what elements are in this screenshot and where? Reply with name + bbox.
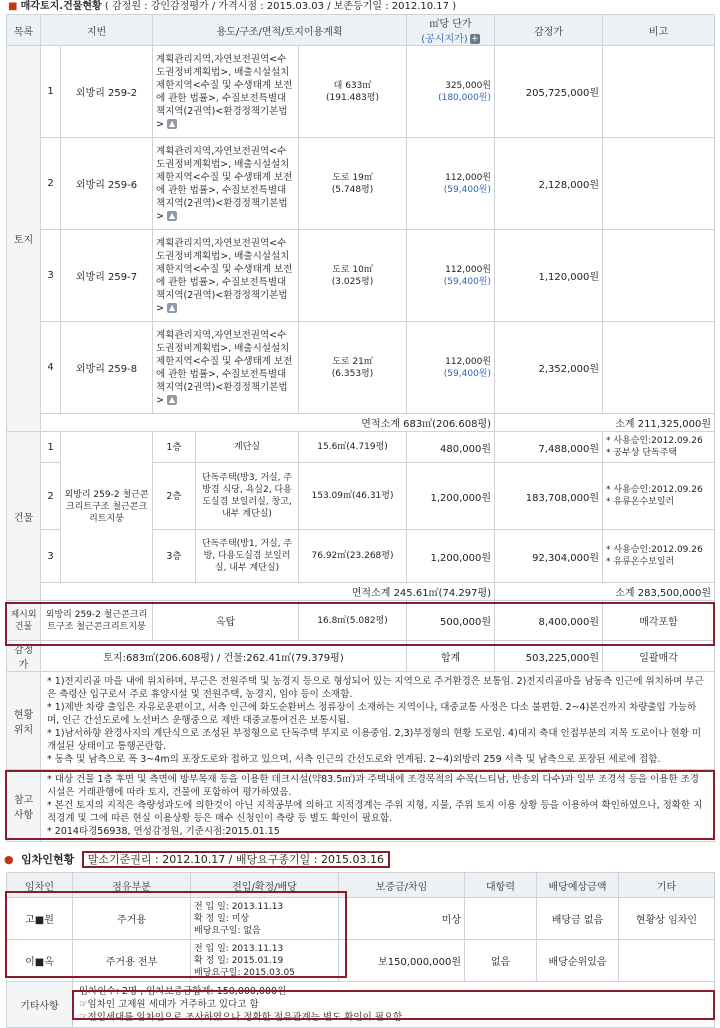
other: 현황상 임차인 <box>619 898 715 940</box>
col-note: 비고 <box>603 15 715 46</box>
appraisal-detail: 토지:683㎡(206.608평) / 건물:262.41㎡(79.379평) <box>41 641 407 672</box>
building-lot: 외방리 259-2 철근콘크리트구조 철근콘크리트지붕 <box>61 432 153 583</box>
subtotal-row <box>7 583 715 601</box>
unit-price: 500,000원 <box>407 601 495 641</box>
unit-price: 112,000원 (59,400원) <box>407 230 495 322</box>
table-row <box>7 322 715 414</box>
note-cell: * 사용승인:2012.09.26 * 유류온수보일러 <box>603 463 715 530</box>
appraisal-price: 92,304,000원 <box>495 530 603 583</box>
other-label: 기타사항 <box>7 982 73 1028</box>
col-expected: 배당예상금액 <box>537 873 619 898</box>
dates-cell: 전 입 일: 2013.11.13 확 정 일: 미상 배당요구일: 없음 <box>191 898 339 940</box>
note-cell: 매각포함 <box>603 601 715 641</box>
extra-area: 16.8㎡(5.082평) <box>299 601 407 641</box>
tenant-title: 임차인현황 <box>21 853 75 866</box>
section-bullet-icon: ● <box>4 853 14 866</box>
col-lot: 지번 <box>41 15 153 46</box>
building-floor-cell <box>153 463 299 530</box>
unit-price: 480,000원 <box>407 432 495 463</box>
extra-building-label: 제시외 건물 <box>7 601 41 641</box>
building-floor-cell <box>153 530 299 583</box>
expected-dividend: 배당금 없음 <box>537 898 619 940</box>
section-header <box>0 0 720 14</box>
sale-mode: 일괄매각 <box>603 641 715 672</box>
row-no: 3 <box>41 230 61 322</box>
collapse-icon[interactable]: ▲ <box>168 119 176 128</box>
unit-price: 1,200,000원 <box>407 463 495 530</box>
row-no: 4 <box>41 322 61 414</box>
row-no: 3 <box>41 530 61 583</box>
row-no: 1 <box>41 46 61 138</box>
reference-label: 참고사항 <box>7 770 41 842</box>
expected-dividend: 배당순위있음 <box>537 940 619 982</box>
lot-number: 외방리 259-2 <box>61 46 153 138</box>
col-tenant-name: 임차인 <box>7 873 73 898</box>
unit-price: 1,200,000원 <box>407 530 495 583</box>
floor-use: 계단실 <box>233 442 261 452</box>
subtotal-row <box>7 414 715 432</box>
deposit: 보150,000,000원 <box>339 940 465 982</box>
section-bullet-icon: ■ <box>8 1 18 12</box>
unit-price: 325,000원 (180,000원) <box>407 46 495 138</box>
dates-cell: 전 입 일: 2013.11.13 확 정 일: 2015.01.19 배당요구일: 2015.03.05 <box>191 940 339 982</box>
property-table <box>6 14 715 842</box>
tenant-table <box>6 872 715 1028</box>
other-row <box>7 982 715 1028</box>
col-dates: 전입/확정/배당 <box>191 873 339 898</box>
tenant-meta: 말소기준권리 : 2012.10.17 / 배당요구종기일 : 2015.03.16 <box>82 851 390 868</box>
note-cell <box>603 322 715 414</box>
lot-number: 외방리 259-6 <box>61 138 153 230</box>
floor-area: 15.6㎡(4.719평) <box>299 432 407 463</box>
floor-area: 76.92㎡(23.268평) <box>299 530 407 583</box>
extra-lot: 외방리 259-2 철근콘크리트구조 철근콘크리트지붕 <box>41 601 153 641</box>
building-area-subtotal: 면적소계 245.61㎡(74.297평) <box>41 583 495 601</box>
table-row <box>7 230 715 322</box>
location-text: * 1)전지리골 마을 내에 위치하며, 부근은 전원주택 및 농경지 등으로 형성되어 있는 지역으로 주거환경은 보통임. 2)전지리골마을 남동측 인근에 위치하며 부근은 축령산 입구로서 주로 휴양시설 및 전원주택, 농경지, 임야 등이 소재함. * 1)제반 차량 출입은 자유로운편이고, 서측 인근에 화도순환버스 정류장이 소재하는 지역이나, 대중교통 사정은 다소 불편함. 2~4)본건까지 차량출입 가능하며, 인근 간선도로에 노선버스 운행중으로 제반 대중교통여건은 보통시됨. * 1)남서하향 완경사지의 계단식으로 조성된 부정형으로 단독주택 부지로 이용중임. 2,3)부정형의 현황 도로임. 4)대지 축대 인접부분의 지목 도로이나 현황 미개설된 상태이고 통행곤란함. * 동측 및 남측으로 폭 3~4m의 포장도로와 접하고 있으며, 서측 인근의 간선도로와 연계됨. 2~4)외방리 259 서측 및 남측으로 포장된 세로에 접함. <box>41 672 715 770</box>
note-cell: * 사용승인:2012.09.26 * 유류온수보일러 <box>603 530 715 583</box>
appraisal-label: 감정가 <box>7 641 41 672</box>
lot-number: 외방리 259-8 <box>61 322 153 414</box>
land-area: 도로 10㎡ (3.025평) <box>299 230 407 322</box>
tenant-name: 이■옥 <box>7 940 73 982</box>
land-area: 도로 19㎡ (5.748평) <box>299 138 407 230</box>
floor-use: 단독주택(방3, 거실, 주방겸 식당, 욕실2, 다용도실겸 보일러실, 창고, 내부 계단실) <box>201 473 293 519</box>
collapse-icon[interactable]: ▲ <box>168 211 176 220</box>
unit-price: 112,000원 (59,400원) <box>407 138 495 230</box>
deposit: 미상 <box>339 898 465 940</box>
section-meta: ( 감정원 : 강인감정평가 / 가격시점 : 2015.03.03 / 보존등기일 : 2012.10.17 ) <box>104 1 457 12</box>
table-row <box>7 940 715 982</box>
land-label: 토지 <box>7 46 41 432</box>
reference-row <box>7 770 715 842</box>
collapse-icon[interactable]: ▲ <box>168 303 176 312</box>
reference-text: * 대상 건물 1층 후면 및 측면에 방부목재 등을 이용한 데크시설(약83.5㎡)과 주택내에 조경목적의 수목(느티남, 반송외 다수)과 일부 조경석 등을 이용한 조경시설은 거래관행에 따라 토지, 건물에 포함하여 평가하였음. * 본건 토지의 지적은 측량성과도에 의한것이 아닌 지적공부에 의하고 지적경계는 주위 지형, 지물, 주위 토지 이용 상황 등을 이용하여 확인하였으나, 정확한 지적경계 및 그에 따른 현실 이용상황 등은 매수 신청인이 측량 등 별도 확인이 필요함. * 2014타경56938, 연성감정원, 기준시점:2015.01.15 <box>41 770 715 842</box>
appraisal-total-row <box>7 641 715 672</box>
occupancy: 주거용 전부 <box>73 940 191 982</box>
note-cell: * 사용승인:2012.09.26 * 공부상 단독주택 <box>603 432 715 463</box>
land-use: 계획관리지역,자연보전권역<수도권정비계획법>, 배출시설설치제한지역<수질 및 수생태계 보전에 관한 법률>, 수질보전특별대책지역(2권역)<환경정책기본법> ▲ <box>153 322 299 414</box>
extra-building-row <box>7 601 715 641</box>
location-row <box>7 672 715 770</box>
location-label: 현황 위치 <box>7 672 41 770</box>
land-use: 계획관리지역,자연보전권역<수도권정비계획법>, 배출시설설치제한지역<수질 및 수생태계 보전에 관한 법률>, 수질보전특별대책지역(2권역)<환경정책기본법> ▲ <box>153 46 299 138</box>
occupancy: 주거용 <box>73 898 191 940</box>
appraisal-price: 2,128,000원 <box>495 138 603 230</box>
land-area: 대 633㎡ (191.483평) <box>299 46 407 138</box>
floor: 1층 <box>153 432 196 462</box>
other-text: 임차인수: 2명 , 임차보증금합계: 150,000,000원 ☞임차인 고제원 세대가 거주하고 있다고 함 ☞전입세대를 임차인으로 조사하였으나 정확한 점유관계는 별도 확인이 필요함 <box>73 982 715 1028</box>
land-price-subtotal: 소계 211,325,000원 <box>495 414 715 432</box>
col-use: 용도/구조/면적/토지이용계획 <box>153 15 407 46</box>
col-no: 목록 <box>7 15 41 46</box>
land-use: 계획관리지역,자연보전권역<수도권정비계획법>, 배출시설설치제한지역<수질 및 수생태계 보전에 관한 법률>, 수질보전특별대책지역(2권역)<환경정책기본법> ▲ <box>153 230 299 322</box>
other <box>619 940 715 982</box>
land-area-subtotal: 면적소계 683㎡(206.608평) <box>41 414 495 432</box>
appraisal-price: 183,708,000원 <box>495 463 603 530</box>
appraisal-price: 2,352,000원 <box>495 322 603 414</box>
appraisal-price: 205,725,000원 <box>495 46 603 138</box>
building-price-subtotal: 소계 283,500,000원 <box>495 583 715 601</box>
priority: 없음 <box>465 940 537 982</box>
row-no: 2 <box>41 463 61 530</box>
note-cell <box>603 46 715 138</box>
unit-price: 112,000원 (59,400원) <box>407 322 495 414</box>
appraisal-price: 7,488,000원 <box>495 432 603 463</box>
building-floor-cell <box>153 432 299 463</box>
floor: 3층 <box>153 530 196 582</box>
floor-area: 153.09㎡(46.31평) <box>299 463 407 530</box>
appraisal-price: 8,400,000원 <box>495 601 603 641</box>
table-row <box>7 898 715 940</box>
col-priority: 대항력 <box>465 873 537 898</box>
row-no: 2 <box>41 138 61 230</box>
land-area: 도로 21㎡ (6.353평) <box>299 322 407 414</box>
collapse-icon[interactable]: ▲ <box>168 395 176 404</box>
appraisal-price: 1,120,000원 <box>495 230 603 322</box>
section-title: 매각토지.건물현황 <box>20 1 102 12</box>
tenant-name: 고■원 <box>7 898 73 940</box>
total-label: 합계 <box>407 641 495 672</box>
col-other: 기타 <box>619 873 715 898</box>
land-use: 계획관리지역,자연보전권역<수도권정비계획법>, 배출시설설치제한지역<수질 및 수생태계 보전에 관한 법률>, 수질보전특별대책지역(2권역)<환경정책기본법> ▲ <box>153 138 299 230</box>
note-cell <box>603 138 715 230</box>
col-unit-price: ㎡당 단가 (공시지가) + <box>407 15 495 46</box>
expand-plus-icon[interactable]: + <box>470 34 479 44</box>
floor-use: 단독주택(방1, 거실, 주방, 다용도실겸 보일러실, 내부 계단실) <box>201 539 293 573</box>
row-no: 1 <box>41 432 61 463</box>
table-row <box>7 46 715 138</box>
lot-number: 외방리 259-7 <box>61 230 153 322</box>
col-occupancy: 점유부분 <box>73 873 191 898</box>
priority <box>465 898 537 940</box>
table-row <box>7 138 715 230</box>
total-price: 503,225,000원 <box>495 641 603 672</box>
extra-use: 옥탑 <box>153 601 299 641</box>
table-row <box>7 432 715 463</box>
col-deposit: 보증금/차임 <box>339 873 465 898</box>
note-cell <box>603 230 715 322</box>
building-label: 건물 <box>7 432 41 601</box>
tenant-section-header <box>0 850 720 870</box>
col-appraisal: 감정가 <box>495 15 603 46</box>
floor: 2층 <box>153 463 196 529</box>
